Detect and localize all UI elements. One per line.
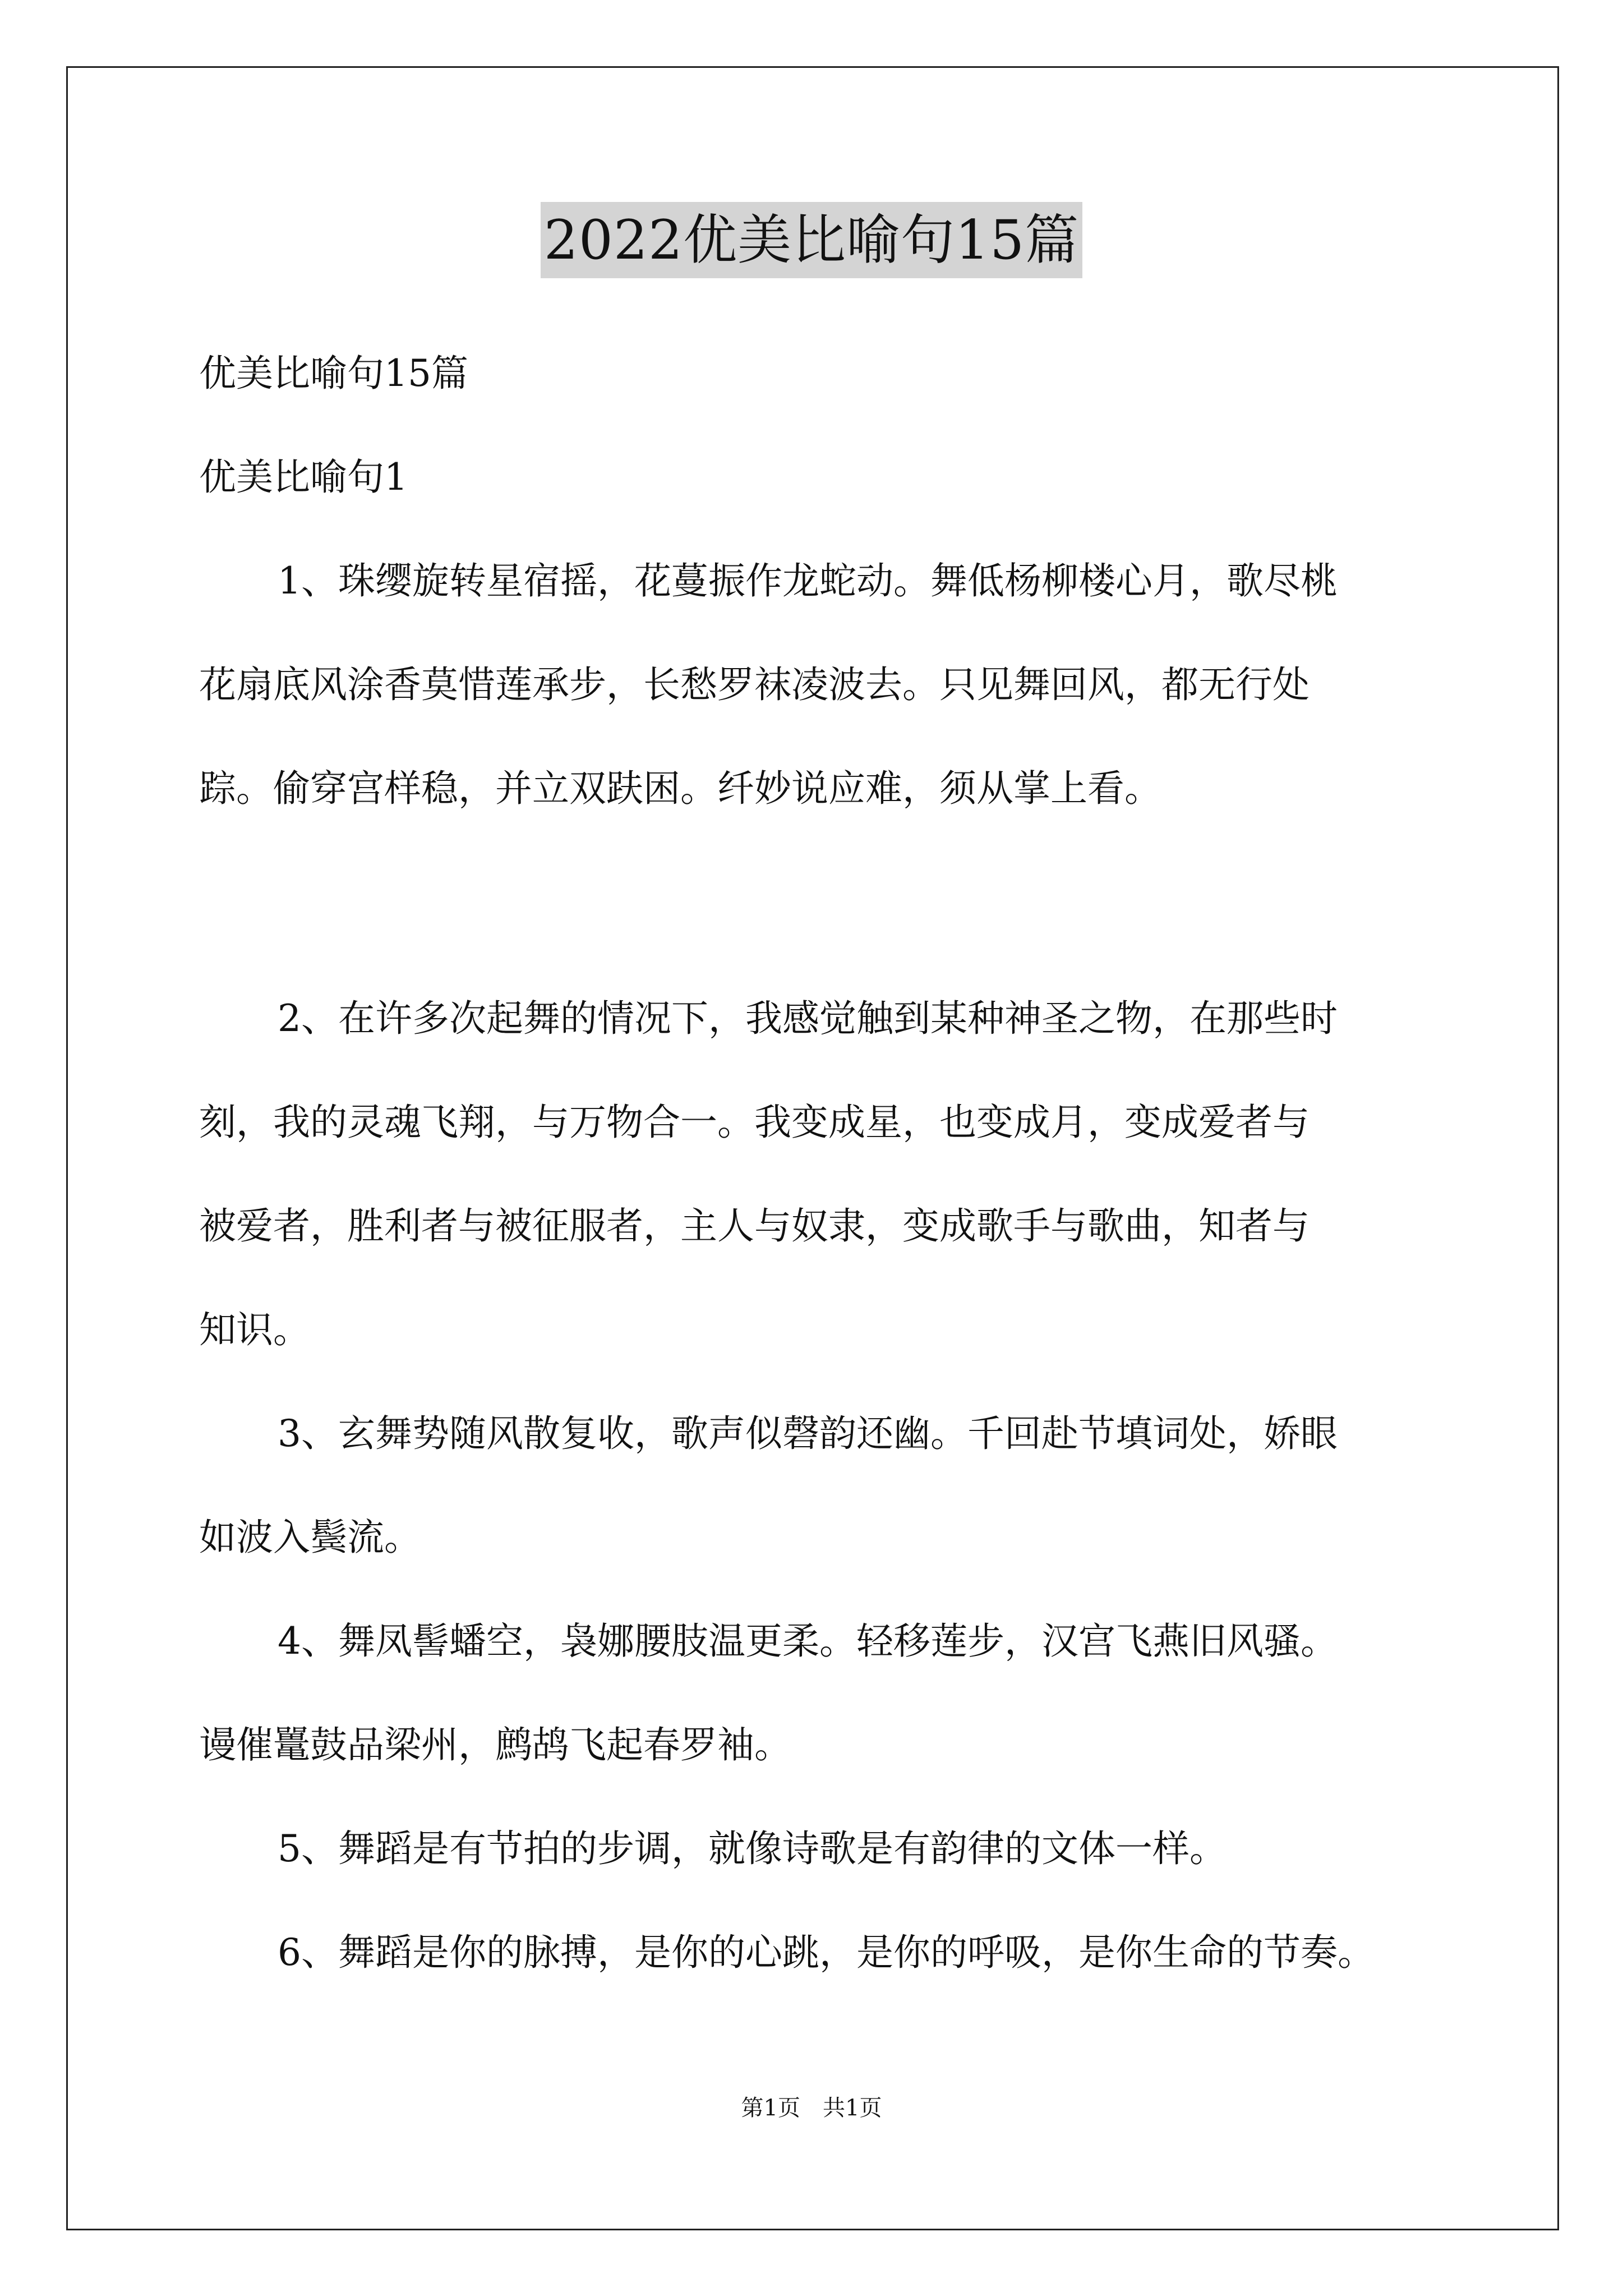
section-heading: 优美比喻句1 bbox=[199, 455, 408, 499]
title-container bbox=[0, 202, 1623, 278]
paragraph-line: 刻，我的灵魂飞翔，与万物合一。我变成星，也变成月，变成爱者与 bbox=[199, 1101, 1310, 1144]
document-title: 2022优美比喻句15篇 bbox=[541, 202, 1082, 278]
paragraph-line: 5、舞蹈是有节拍的步调，就像诗歌是有韵律的文体一样。 bbox=[278, 1827, 1227, 1870]
page-footer: 第1页 共1页 bbox=[741, 2095, 882, 2121]
paragraph-line: 踪。偷穿宫样稳，并立双趺困。纤妙说应难，须从掌上看。 bbox=[199, 767, 1161, 810]
paragraph-line: 花扇底风涂香莫惜莲承步，长愁罗袜凌波去。只见舞回风，都无行处 bbox=[199, 663, 1310, 706]
paragraph-line: 3、玄舞势随风散复收，歌声似磬韵还幽。千回赴节填词处，娇眼 bbox=[278, 1412, 1338, 1455]
paragraph-line: 谩催鼍鼓品梁州，鹧鸪飞起春罗袖。 bbox=[199, 1723, 791, 1766]
subtitle: 优美比喻句15篇 bbox=[199, 352, 468, 395]
paragraph-line: 2、在许多次起舞的情况下，我感觉触到某种神圣之物，在那些时 bbox=[278, 997, 1338, 1040]
paragraph-line: 6、舞蹈是你的脉搏，是你的心跳，是你的呼吸，是你生命的节奏。 bbox=[278, 1931, 1375, 1974]
paragraph-line: 4、舞凤髻蟠空，袅娜腰肢温更柔。轻移莲步，汉宫飞燕旧风骚。 bbox=[278, 1619, 1338, 1663]
paragraph-line: 被爱者，胜利者与被征服者，主人与奴隶，变成歌手与歌曲，知者与 bbox=[199, 1204, 1310, 1248]
paragraph-line: 知识。 bbox=[199, 1308, 310, 1351]
paragraph-line: 如波入鬓流。 bbox=[199, 1516, 421, 1559]
paragraph-line: 1、珠缨旋转星宿摇，花蔓振作龙蛇动。舞低杨柳楼心月，歌尽桃 bbox=[278, 559, 1338, 602]
